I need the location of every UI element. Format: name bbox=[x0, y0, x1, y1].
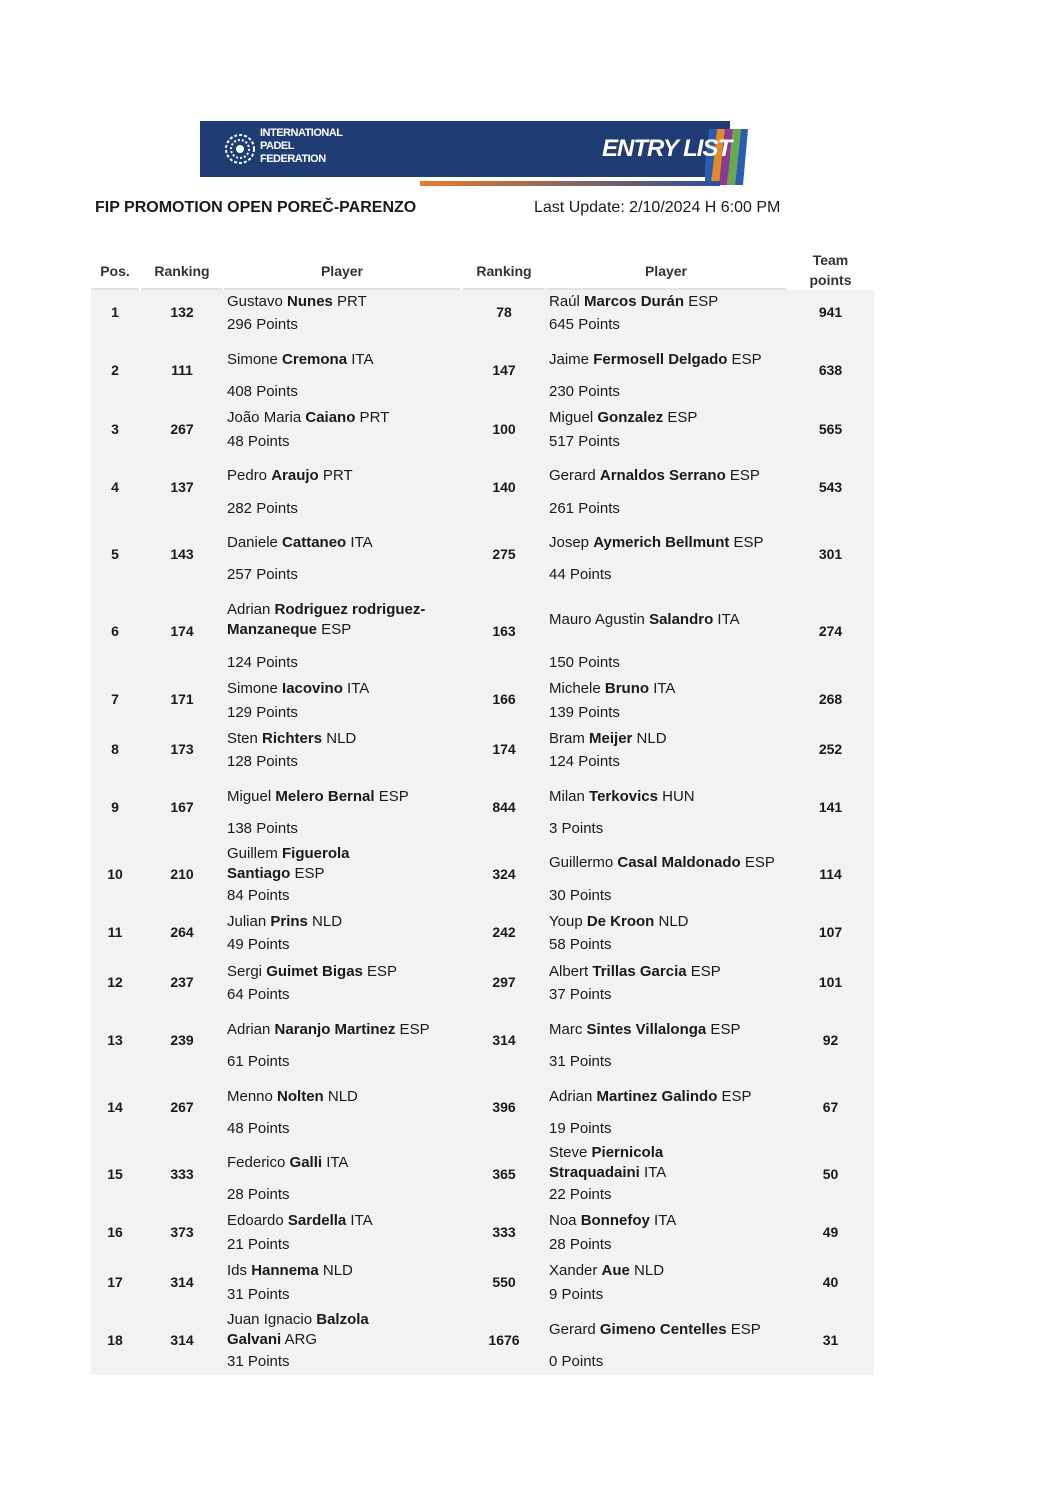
player2-name: Michele Bruno ITA bbox=[549, 680, 676, 697]
player2-ranking: 396 bbox=[492, 1099, 516, 1115]
player2-name: Mauro Agustin Salandro ITA bbox=[549, 611, 740, 628]
player2-points: 230 Points bbox=[549, 383, 620, 400]
row-position: 4 bbox=[111, 479, 119, 495]
team-points: 274 bbox=[818, 623, 843, 639]
player1-points: 48 Points bbox=[227, 433, 290, 450]
player1-ranking: 267 bbox=[170, 1099, 194, 1115]
team-points: 50 bbox=[822, 1166, 839, 1182]
team-points: 92 bbox=[822, 1032, 839, 1048]
row-position: 10 bbox=[107, 866, 123, 882]
player2-points: 44 Points bbox=[549, 566, 612, 583]
header-ranking-2: Ranking bbox=[476, 263, 532, 279]
player2-ranking: 147 bbox=[492, 362, 516, 378]
player1-ranking: 132 bbox=[170, 304, 194, 320]
player2-ranking: 166 bbox=[492, 691, 516, 707]
last-update: Last Update: 2/10/2024 H 6:00 PM bbox=[534, 199, 781, 216]
player1-name: Sergi Guimet Bigas ESP bbox=[227, 963, 398, 980]
player1-ranking: 237 bbox=[170, 974, 194, 990]
player1-points: 129 Points bbox=[227, 704, 298, 721]
header-player-1: Player bbox=[320, 263, 364, 279]
row-position: 15 bbox=[107, 1166, 123, 1182]
header-pos: Pos. bbox=[100, 263, 130, 279]
player2-ranking: 242 bbox=[492, 924, 516, 940]
player1-points: 49 Points bbox=[227, 936, 290, 953]
header-team-points bbox=[788, 250, 873, 290]
player2-points: 3 Points bbox=[549, 820, 604, 837]
team-points: 67 bbox=[822, 1099, 839, 1115]
row-position: 17 bbox=[107, 1274, 123, 1290]
player1-points: 61 Points bbox=[227, 1053, 290, 1070]
row-position: 12 bbox=[107, 974, 123, 990]
player1-name: Julian Prins NLD bbox=[227, 913, 343, 930]
player2-ranking: 844 bbox=[492, 799, 516, 815]
player2-name: Marc Sintes Villalonga ESP bbox=[549, 1021, 741, 1038]
player1-name: Simone Cremona ITA bbox=[227, 351, 374, 368]
row-position: 1 bbox=[111, 304, 119, 320]
player1-points: 128 Points bbox=[227, 753, 298, 770]
entry-list-banner bbox=[200, 113, 748, 189]
federation-name-line2: PADEL bbox=[260, 140, 294, 152]
player1-points: 31 Points bbox=[227, 1353, 290, 1370]
player2-name: Raúl Marcos Durán ESP bbox=[549, 293, 719, 310]
player1-name: Daniele Cattaneo ITA bbox=[227, 534, 373, 551]
team-points: 638 bbox=[818, 362, 843, 378]
player2-name: Gerard Gimeno Centelles ESP bbox=[549, 1321, 761, 1338]
player1-points: 124 Points bbox=[227, 654, 298, 671]
player2-ranking: 78 bbox=[496, 304, 512, 320]
player1-name: João Maria Caiano PRT bbox=[227, 409, 390, 426]
row-position: 14 bbox=[107, 1099, 123, 1115]
row-position: 7 bbox=[111, 691, 119, 707]
federation-name-line1: INTERNATIONAL bbox=[260, 127, 343, 139]
player1-ranking: 314 bbox=[170, 1274, 194, 1290]
player1-name: Sten Richters NLD bbox=[227, 730, 357, 747]
player1-ranking: 264 bbox=[170, 924, 194, 940]
player2-ranking: 297 bbox=[492, 974, 516, 990]
row-position: 6 bbox=[111, 623, 119, 639]
player2-name: Steve Piernicola Straquadaini ITA bbox=[549, 1144, 667, 1181]
player1-points: 31 Points bbox=[227, 1286, 290, 1303]
team-points: 543 bbox=[818, 479, 843, 495]
player2-name: Miguel Gonzalez ESP bbox=[549, 409, 698, 426]
player2-name: Xander Aue NLD bbox=[549, 1262, 665, 1279]
player2-name: Noa Bonnefoy ITA bbox=[549, 1212, 677, 1229]
player1-name: Menno Nolten NLD bbox=[227, 1088, 358, 1105]
player1-ranking: 173 bbox=[170, 741, 194, 757]
player2-points: 28 Points bbox=[549, 1236, 612, 1253]
team-points: 941 bbox=[818, 304, 843, 320]
federation-name bbox=[260, 127, 343, 166]
header-team-points-line2: points bbox=[809, 272, 852, 288]
player2-points: 517 Points bbox=[549, 433, 620, 450]
player1-ranking: 111 bbox=[171, 362, 193, 378]
player1-name: Adrian Naranjo Martinez ESP bbox=[227, 1021, 430, 1038]
team-points: 268 bbox=[818, 691, 843, 707]
banner-underline bbox=[420, 181, 720, 186]
player1-ranking: 171 bbox=[170, 691, 194, 707]
player2-points: 30 Points bbox=[549, 887, 612, 904]
team-points: 107 bbox=[818, 924, 843, 940]
player2-name: Albert Trillas Garcia ESP bbox=[549, 963, 721, 980]
player1-points: 408 Points bbox=[227, 383, 298, 400]
player2-name: Milan Terkovics HUN bbox=[549, 788, 695, 805]
entry-list-label: ENTRY LIST bbox=[602, 135, 732, 162]
player1-ranking: 210 bbox=[170, 866, 194, 882]
player1-name: Guillem Figuerola Santiago ESP bbox=[227, 845, 350, 882]
row-position: 5 bbox=[111, 546, 119, 562]
player2-ranking: 100 bbox=[492, 421, 516, 437]
player2-points: 139 Points bbox=[549, 704, 620, 721]
row-position: 3 bbox=[111, 421, 119, 437]
player2-ranking: 333 bbox=[492, 1224, 516, 1240]
player1-ranking: 143 bbox=[170, 546, 194, 562]
team-points: 101 bbox=[818, 974, 843, 990]
player1-points: 257 Points bbox=[227, 566, 298, 583]
player2-ranking: 324 bbox=[492, 866, 516, 882]
player2-name: Gerard Arnaldos Serrano ESP bbox=[549, 467, 760, 484]
team-points: 114 bbox=[819, 866, 842, 882]
player2-ranking: 1676 bbox=[488, 1332, 520, 1348]
player1-points: 28 Points bbox=[227, 1186, 290, 1203]
player1-ranking: 333 bbox=[170, 1166, 194, 1182]
header-team-points-line1: Team bbox=[812, 252, 849, 268]
player2-name: Guillermo Casal Maldonado ESP bbox=[549, 854, 775, 871]
header-ranking-1: Ranking bbox=[154, 263, 210, 279]
player1-ranking: 167 bbox=[170, 799, 194, 815]
federation-name-line3: FEDERATION bbox=[260, 153, 326, 165]
team-points: 301 bbox=[818, 546, 843, 562]
player2-ranking: 314 bbox=[492, 1032, 516, 1048]
row-position: 16 bbox=[107, 1224, 123, 1240]
player2-points: 150 Points bbox=[549, 654, 620, 671]
player2-points: 0 Points bbox=[549, 1353, 604, 1370]
player1-ranking: 314 bbox=[170, 1332, 194, 1348]
event-title: FIP PROMOTION OPEN POREČ-PARENZO bbox=[95, 199, 417, 216]
player2-name: Youp De Kroon NLD bbox=[549, 913, 689, 930]
row-position: 8 bbox=[111, 741, 119, 757]
player1-name: Adrian Rodriguez rodriguez- Manzaneque ESP bbox=[227, 601, 426, 638]
player1-name: Miguel Melero Bernal ESP bbox=[227, 788, 409, 805]
player1-ranking: 174 bbox=[170, 623, 194, 639]
player1-name: Juan Ignacio Balzola Galvani ARG bbox=[227, 1311, 369, 1348]
header-separator bbox=[91, 288, 139, 290]
team-points: 49 bbox=[822, 1224, 839, 1240]
player1-points: 84 Points bbox=[227, 887, 290, 904]
player1-ranking: 137 bbox=[170, 479, 194, 495]
row-position: 11 bbox=[107, 924, 123, 940]
player2-ranking: 550 bbox=[492, 1274, 516, 1290]
player1-points: 64 Points bbox=[227, 986, 290, 1003]
player2-points: 58 Points bbox=[549, 936, 612, 953]
player2-points: 124 Points bbox=[549, 753, 620, 770]
header-player-2: Player bbox=[644, 263, 688, 279]
player1-name: Simone Iacovino ITA bbox=[227, 680, 370, 697]
player2-points: 645 Points bbox=[549, 316, 620, 333]
player2-name: Josep Aymerich Bellmunt ESP bbox=[549, 534, 764, 551]
player1-points: 282 Points bbox=[227, 500, 298, 517]
team-points: 252 bbox=[818, 741, 843, 757]
player2-ranking: 174 bbox=[492, 741, 516, 757]
header-separator bbox=[224, 288, 460, 290]
player1-ranking: 267 bbox=[170, 421, 194, 437]
player1-points: 48 Points bbox=[227, 1120, 290, 1137]
player1-name: Edoardo Sardella ITA bbox=[227, 1212, 373, 1229]
header-separator bbox=[463, 288, 545, 290]
team-points: 31 bbox=[822, 1332, 839, 1348]
row-position: 18 bbox=[107, 1332, 123, 1348]
player2-ranking: 275 bbox=[492, 546, 516, 562]
federation-globe-icon bbox=[222, 129, 262, 169]
header-separator bbox=[546, 288, 786, 290]
player2-points: 37 Points bbox=[549, 986, 612, 1003]
player2-points: 31 Points bbox=[549, 1053, 612, 1070]
player1-points: 138 Points bbox=[227, 820, 298, 837]
row-position: 9 bbox=[111, 799, 119, 815]
player2-ranking: 163 bbox=[492, 623, 516, 639]
player1-ranking: 239 bbox=[170, 1032, 194, 1048]
team-points: 565 bbox=[818, 421, 843, 437]
player2-points: 261 Points bbox=[549, 500, 620, 517]
player1-ranking: 373 bbox=[170, 1224, 194, 1240]
header-separator bbox=[141, 288, 223, 290]
row-position: 2 bbox=[111, 362, 119, 378]
player2-name: Adrian Martinez Galindo ESP bbox=[549, 1088, 752, 1105]
player1-points: 296 Points bbox=[227, 316, 298, 333]
player2-name: Jaime Fermosell Delgado ESP bbox=[549, 351, 762, 368]
player1-name: Federico Galli ITA bbox=[227, 1154, 349, 1171]
team-points: 40 bbox=[822, 1274, 839, 1290]
player2-points: 9 Points bbox=[549, 1286, 604, 1303]
player1-name: Ids Hannema NLD bbox=[227, 1262, 353, 1279]
player2-ranking: 140 bbox=[492, 479, 516, 495]
team-points: 141 bbox=[818, 799, 843, 815]
player2-points: 22 Points bbox=[549, 1186, 612, 1203]
player2-points: 19 Points bbox=[549, 1120, 612, 1137]
player1-name: Pedro Araujo PRT bbox=[227, 467, 353, 484]
player1-name: Gustavo Nunes PRT bbox=[227, 293, 367, 310]
player2-ranking: 365 bbox=[492, 1166, 516, 1182]
player2-name: Bram Meijer NLD bbox=[549, 730, 667, 747]
row-position: 13 bbox=[107, 1032, 123, 1048]
player1-points: 21 Points bbox=[227, 1236, 290, 1253]
